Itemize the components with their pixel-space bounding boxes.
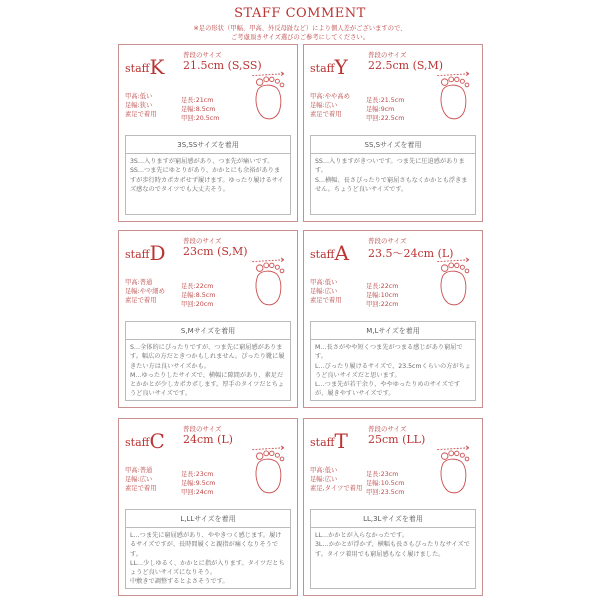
foot-traits xyxy=(310,466,362,494)
staff-prefix: staff xyxy=(310,248,335,261)
comment-box xyxy=(125,509,291,589)
staff-card xyxy=(303,418,483,596)
usual-size: 23.5〜24cm (L) xyxy=(368,247,454,260)
comment-text: LL…かかとが入らなかったです。 3L…かかとが浮かず、横幅も長さもぴったりなサイズです。タイツ着用でも窮屈感もなく履けました。 xyxy=(315,532,470,558)
usual-size-label: 普段のサイズ xyxy=(368,51,407,59)
usual-size: 22.5cm (S,M) xyxy=(368,59,444,72)
trait-wear: 素足で着用 xyxy=(125,111,157,119)
trait-instep: 甲高:普通 xyxy=(125,467,153,474)
staff-prefix: staff xyxy=(310,436,335,449)
comment-box xyxy=(125,321,291,401)
comment-box xyxy=(125,135,291,215)
usual-size: 25cm (LL) xyxy=(368,433,426,446)
trait-width: 足幅:広い xyxy=(310,288,338,296)
trait-instep: 甲高:低い xyxy=(310,279,338,286)
fit-heading: M,Lサイズを着用 xyxy=(311,322,475,340)
trait-instep: 甲高:低い xyxy=(310,467,338,474)
staff-name xyxy=(310,55,348,79)
measure-instep: 甲回:24cm xyxy=(181,489,214,497)
fit-heading: SS,Sサイズを着用 xyxy=(311,136,475,154)
usual-size-label: 普段のサイズ xyxy=(183,425,222,433)
staff-letter: T xyxy=(334,429,348,453)
measure-length: 足長:22cm xyxy=(181,283,214,290)
staff-name xyxy=(310,241,349,265)
foot-illustration-icon xyxy=(432,257,476,309)
staff-card xyxy=(303,230,483,408)
usual-size: 24cm (L) xyxy=(183,433,233,446)
measure-instep: 甲回:22cm xyxy=(366,301,399,309)
staff-name xyxy=(310,429,348,453)
comment-box xyxy=(310,135,476,215)
staff-name xyxy=(125,241,166,265)
measure-width: 足幅:9cm xyxy=(366,106,395,114)
usual-size-label: 普段のサイズ xyxy=(368,237,407,245)
fit-heading: S,Mサイズを着用 xyxy=(126,322,290,340)
foot-illustration-icon xyxy=(247,71,291,123)
trait-width: 足幅:狭い xyxy=(125,102,153,110)
measure-width: 足幅:10cm xyxy=(366,292,399,300)
fit-heading: 3S,SSサイズを着用 xyxy=(126,136,290,154)
measure-instep: 甲回:20.5cm xyxy=(181,115,220,123)
measure-length: 足長:22cm xyxy=(366,283,399,290)
trait-wear: 素足で着用 xyxy=(125,297,157,305)
trait-width: 足幅:広い xyxy=(310,102,338,110)
note-line-2: ご考慮頂きサイズ選びのご参考にしてください。 xyxy=(230,34,370,41)
measure-width: 足幅:8.5cm xyxy=(181,106,216,114)
trait-wear: 素足で着用 xyxy=(310,297,342,305)
page-title: STAFF COMMENT xyxy=(234,6,366,21)
staff-letter: Y xyxy=(334,55,348,79)
measure-length: 足長:21cm xyxy=(181,97,214,104)
measure-length: 足長:23cm xyxy=(366,471,399,478)
trait-wear: 素足で着用 xyxy=(125,485,157,493)
foot-traits xyxy=(125,278,165,306)
staff-prefix: staff xyxy=(125,436,150,449)
note-line-1: ※足の形状（甲幅、甲高、外反母趾など）により個人差がございますので、 xyxy=(193,25,407,32)
staff-card xyxy=(303,44,483,222)
foot-illustration-icon xyxy=(432,445,476,497)
foot-measurements xyxy=(181,470,215,498)
comment-text: 3S…入りますが窮屈感があり、つま先が痛いです。 SS…つま先にゆとりがあり、かかとにも余裕がありますが歩行時カポカポせず履けます。ゆったり履けるサイズ感なのでタイツでも大丈夫そう。 xyxy=(130,158,284,193)
fit-heading: LL,3Lサイズを着用 xyxy=(311,510,475,528)
staff-card xyxy=(118,418,298,596)
measure-width: 足幅:8.5cm xyxy=(181,292,216,300)
foot-traits xyxy=(125,466,156,494)
comment-text: M…長さがやや短くつま先がつまる感じがあり窮屈です。 L…ぴったり履けるサイズで、23.5cmくらいの方がちょうど良いサイズだと思います。 L…つま先が若干余り、ややゆったりめのサイズですが、履きやすいサイズです。 xyxy=(315,344,471,398)
staff-letter: C xyxy=(149,429,165,453)
comment-text: L…つま先に窮屈感があり、ややきつく感じます。履けるサイズですが、長時間履くと親指が痛くなりそうです。 LL…少しゆるく、かかとに指が入ります。タイツだとちょうど良いサイズになりそう。 中敷きで調整するとよさそうです。 xyxy=(130,532,285,586)
trait-width: 足幅:広い xyxy=(125,476,153,484)
comment-box xyxy=(310,509,476,589)
foot-measurements xyxy=(181,282,215,310)
staff-prefix: staff xyxy=(125,248,150,261)
foot-traits xyxy=(310,278,341,306)
foot-illustration-icon xyxy=(432,71,476,123)
usual-size-label: 普段のサイズ xyxy=(183,237,222,245)
usual-size: 21.5cm (S,SS) xyxy=(183,59,262,72)
measure-width: 足幅:10.5cm xyxy=(366,480,405,488)
staff-letter: K xyxy=(149,55,165,79)
trait-instep: 甲高:やや高め xyxy=(310,93,350,100)
trait-width: 足幅:やや細め xyxy=(125,288,165,296)
measure-instep: 甲回:20cm xyxy=(181,301,214,309)
trait-instep: 甲高:低い xyxy=(125,93,153,100)
foot-illustration-icon xyxy=(247,257,291,309)
foot-traits xyxy=(310,92,350,120)
staff-card xyxy=(118,44,298,222)
staff-name xyxy=(125,429,165,453)
foot-measurements xyxy=(366,470,404,498)
foot-traits xyxy=(125,92,156,120)
fit-heading: L,LLサイズを着用 xyxy=(126,510,290,528)
foot-measurements xyxy=(366,282,398,310)
usual-size-label: 普段のサイズ xyxy=(183,51,222,59)
staff-prefix: staff xyxy=(125,62,150,75)
trait-wear: 素足,タイツで着用 xyxy=(310,485,363,493)
trait-instep: 甲高:普通 xyxy=(125,279,153,286)
usual-size-label: 普段のサイズ xyxy=(368,425,407,433)
foot-illustration-icon xyxy=(247,445,291,497)
comment-text: S…全体的にぴったりですが、つま先に窮屈感があります。幅広の方だときつかもしれません。ぴったり靴に履きたい方は良いサイズかも。 M…ゆったりしたサイズで、横幅に隙間があり、素足だとかかとが少しカポカポします。厚手のタイツだとちょうど良いサイズです。 xyxy=(130,344,285,398)
measure-instep: 甲回:22.5cm xyxy=(366,115,405,123)
measure-length: 足長:21.5cm xyxy=(366,97,405,104)
measure-length: 足長:23cm xyxy=(181,471,214,478)
staff-card xyxy=(118,230,298,408)
trait-wear: 素足で着用 xyxy=(310,111,342,119)
trait-width: 足幅:広い xyxy=(310,476,338,484)
staff-name xyxy=(125,55,164,79)
staff-prefix: staff xyxy=(310,62,335,75)
usual-size: 23cm (S,M) xyxy=(183,245,248,258)
staff-letter: D xyxy=(149,241,166,265)
comment-text: SS…入りますがきついです。つま先に圧迫感があります。 S…横幅、長さぴったりで窮屈さもなくかかとも浮きません。ちょうど良いサイズです。 xyxy=(315,158,468,193)
staff-letter: A xyxy=(334,241,349,265)
size-note xyxy=(0,24,600,42)
measure-instep: 甲回:23.5cm xyxy=(366,489,405,497)
comment-box xyxy=(310,321,476,401)
foot-measurements xyxy=(181,96,219,124)
measure-width: 足幅:9.5cm xyxy=(181,480,216,488)
foot-measurements xyxy=(366,96,404,124)
